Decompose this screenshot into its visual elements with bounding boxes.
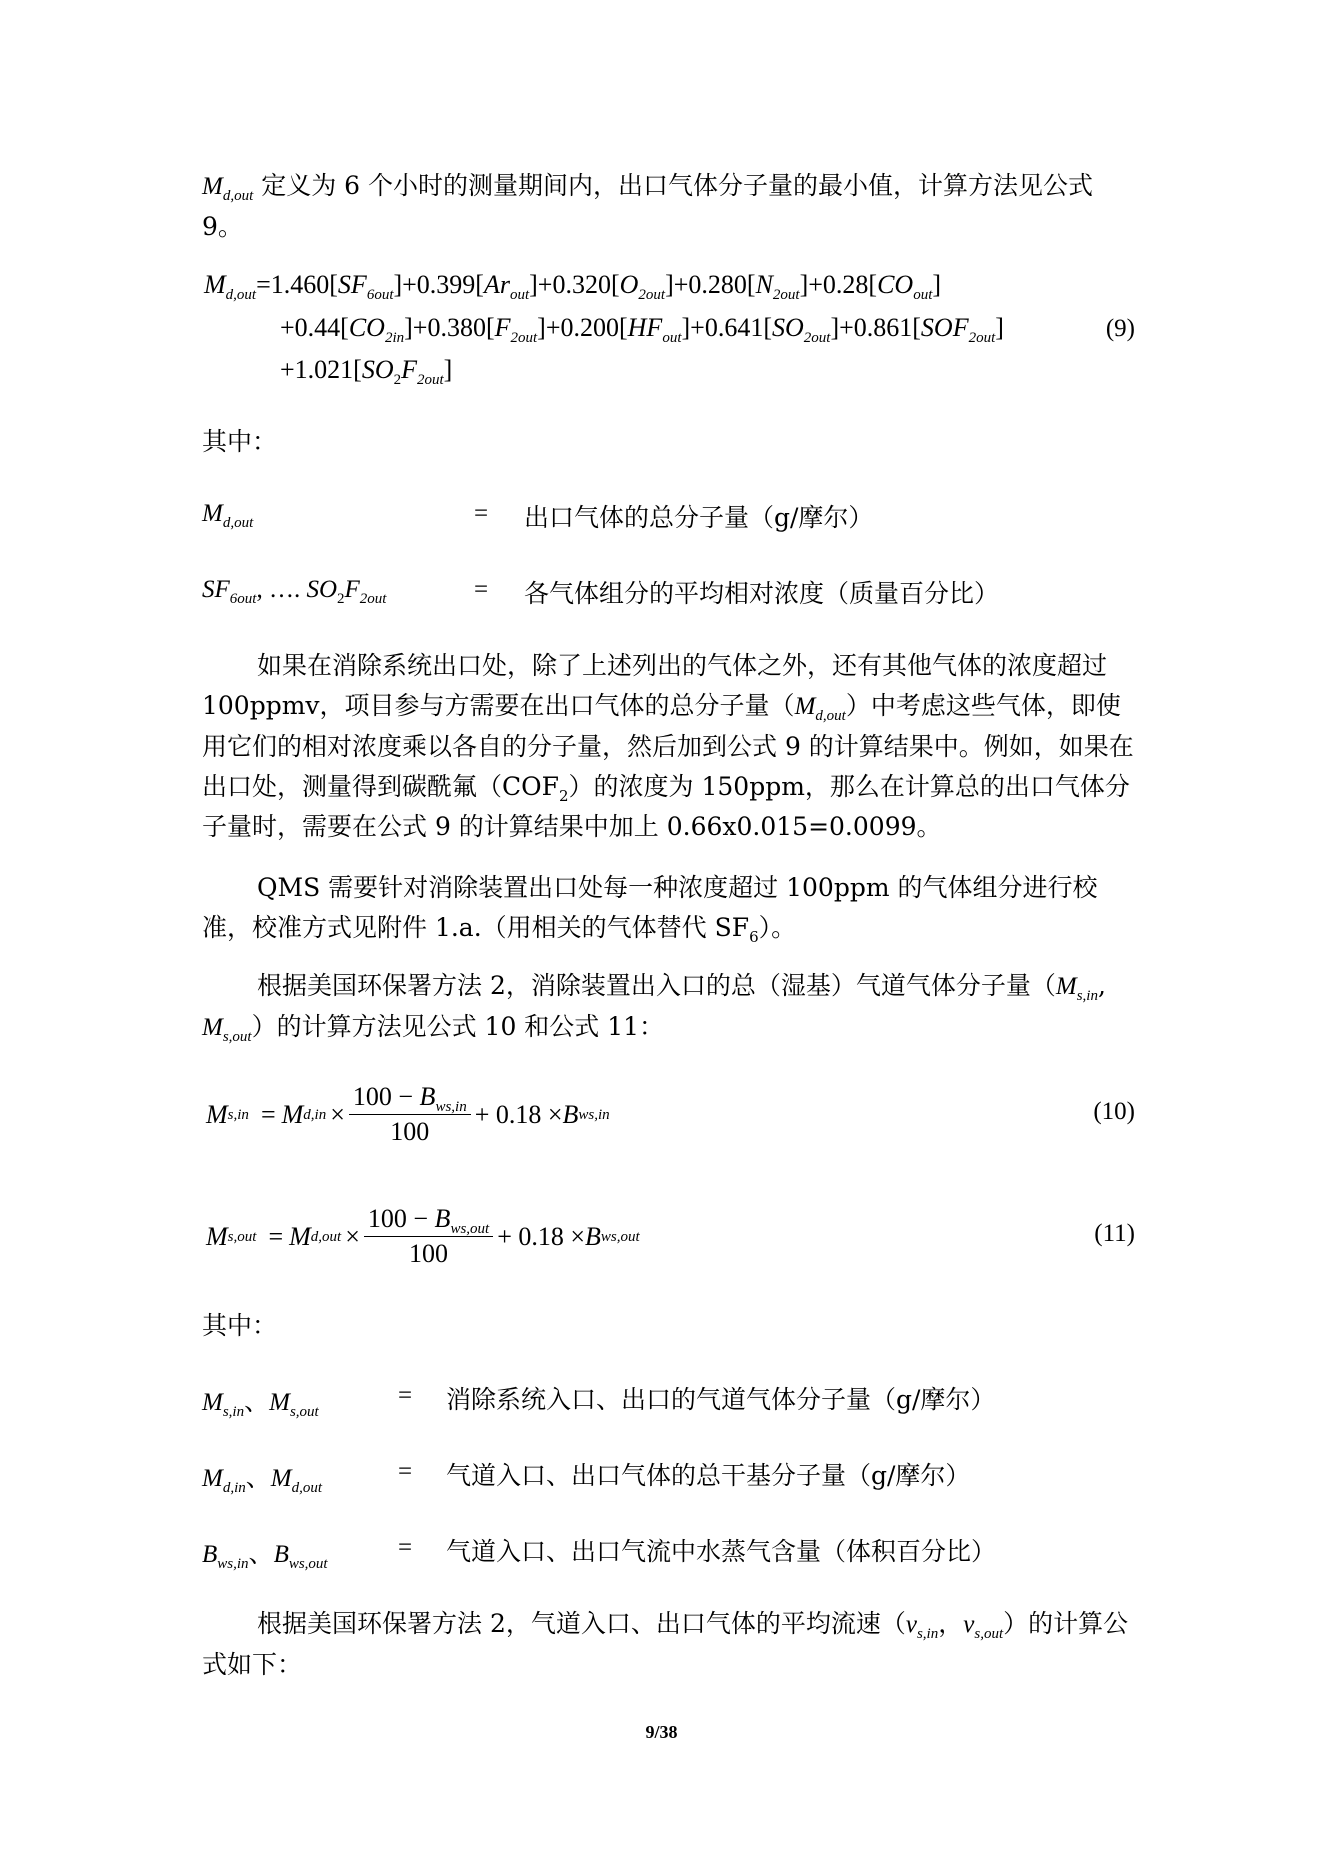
def4-desc: 气道入口、出口气体的总干基分子量（g/摩尔） <box>446 1461 971 1490</box>
def5-desc: 气道入口、出口气流中水蒸气含量（体积百分比） <box>446 1537 997 1566</box>
def3-term: $M_{s,in}$、$M_{s,out}$ <box>202 1389 319 1420</box>
page-number: 9/38 <box>645 1722 678 1742</box>
intro-var-sub: d,out <box>222 188 254 204</box>
paragraph-4: 根据美国环保署方法 2，气道入口、出口气体的平均流速（$v_{s,in}$，$v_{s,out}$）的计算公式如下： <box>202 1609 1129 1679</box>
def2-term: $SF_{6out}$, …. $SO_2F_{2out}$ <box>202 576 387 607</box>
def5-eq: = <box>398 1534 413 1561</box>
def1-desc: 出口气体的总分子量（g/摩尔） <box>524 503 874 532</box>
def2-desc: 各气体组分的平均相对浓度（质量百分比） <box>524 579 1000 608</box>
eq10: M s,in = M d,in × $\frac{100 - B_{ws,in}}{100}$ + 0.18 × B ws,in <box>206 1082 610 1146</box>
eq9-line2: $+0.44[CO_{2in}]+0.380[F_{2out}]+0.200[HF_{out}]+0.641[SO_{2out}]+0.861[SOF_{2out}]$ <box>280 313 1004 346</box>
paragraph-1: 如果在消除系统出口处，除了上述列出的气体之外，还有其他气体的浓度超过 100ppmv，项目参与方需要在出口气体的总分子量$(M_{d,out})$中考虑这些气体，即使用它们的相对浓度乘以各自的分子量，然后加到公式 9 的计算结果中。例如，如果在出口处，测量得到碳酰氟$(COF_2)$的浓度为 150ppm，那么在计算总的出口气体分子量时，需要在公式 9 的计算结果中加上 0.66x0.015=0.0099。 <box>202 651 1134 841</box>
eq11: M s,out = M d,out × $\frac{100 - B_{ws,out}}{100}$ + 0.18 × B ws,out <box>206 1204 640 1268</box>
eq11-fraction: $\frac{100 - B_{ws,out}}{100}$ <box>364 1204 493 1269</box>
eq11-number: (11) <box>1094 1220 1135 1247</box>
def3-eq: = <box>398 1382 413 1409</box>
intro-paragraph <box>202 166 1134 247</box>
where-label-2: 其中： <box>202 1311 278 1340</box>
eq10-fraction: $\frac{100 - B_{ws,in}}{100}$ <box>349 1082 471 1147</box>
intro-var: M <box>202 173 223 200</box>
def4-eq: = <box>398 1458 413 1485</box>
intro-text: 定义为 6 个小时的测量期间内，出口气体分子量的最小值，计算方法见公式 9。 <box>202 171 1094 241</box>
paragraph-2: QMS 需要针对消除装置出口处每一种浓度超过 100ppm 的气体组分进行校准，校准方式见附件 1.a.（用相关的气体替代 $SF_6$）。 <box>202 873 1098 946</box>
paragraph-3: 根据美国环保署方法 2，消除装置出入口的总（湿基）气道气体分子量（$M_{s,in}$, $M_{s,out}$）的计算方法见公式 10 和公式 11： <box>202 971 1106 1045</box>
def4-term: $M_{d,in}$、$M_{d,out}$ <box>202 1465 323 1496</box>
eq9-number: (9) <box>1105 315 1135 342</box>
def2-eq: = <box>474 576 489 603</box>
def3-desc: 消除系统入口、出口的气道气体分子量（g/摩尔） <box>446 1385 996 1414</box>
where-label-1: 其中： <box>202 427 278 456</box>
eq9-line1: $M_{d,out}=1.460[SF_{6out}]+0.399[Ar_{out}]+0.320[O_{2out}]+0.280[N_{2out}]+0.28[CO_{out}]$ <box>204 270 942 303</box>
def1-eq: = <box>474 500 489 527</box>
eq10-number: (10) <box>1093 1098 1135 1125</box>
def5-term: $B_{ws,in}$、$B_{ws,out}$ <box>202 1541 328 1572</box>
eq9-line3: $+1.021[SO_2F_{2out}]$ <box>280 355 453 388</box>
def1-term: $M_{d,out}$ <box>202 500 254 531</box>
